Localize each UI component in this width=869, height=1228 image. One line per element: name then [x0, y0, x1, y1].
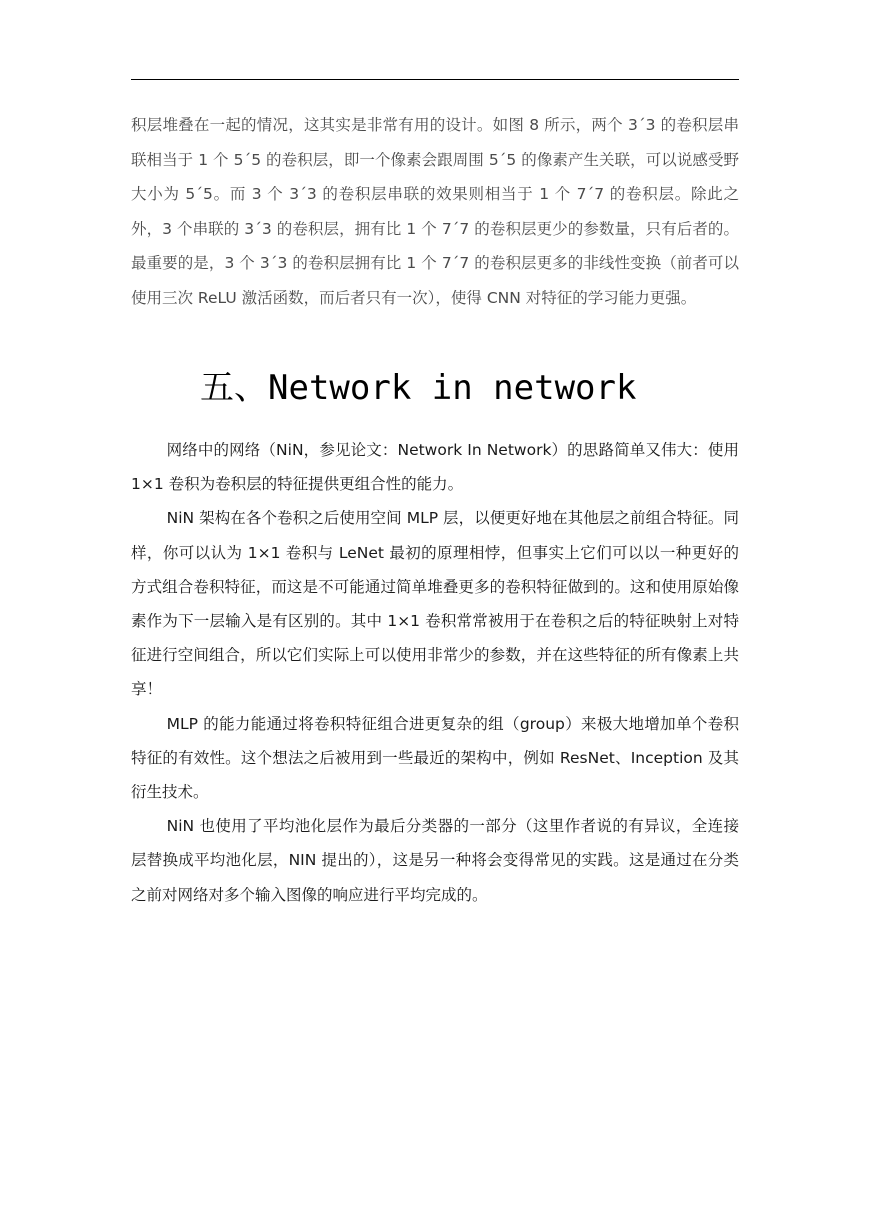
header-rule	[131, 79, 739, 80]
section-heading: 五、Network in network	[200, 368, 637, 408]
section-body	[131, 433, 739, 912]
paragraph-nin-intro: 网络中的网络（NiN，参见论文：Network In Network）的思路简单又伟大：使用 1×1 卷积为卷积层的特征提供更组合性的能力。	[131, 441, 739, 494]
paragraph-mlp: MLP 的能力能通过将卷积特征组合进更复杂的组（group）来极大地增加单个卷积特征的有效性。这个想法之后被用到一些最近的架构中，例如 ResNet、Inception 及其衍生技术。	[131, 714, 739, 802]
paragraph-nin-architecture: NiN 架构在各个卷积之后使用空间 MLP 层，以便更好地在其他层之前组合特征。同样，你可以认为 1×1 卷积与 LeNet 最初的原理相悖，但事实上它们可以以一种更好的方式组合卷积特征，而这是不可能通过简单堆叠更多的卷积特征做到的。这和使用原始像素作为下一层输入是有区别的。其中 1×1 卷积常常被用于在卷积之后的特征映射上对特征进行空间组合，所以它们实际上可以使用非常少的参数，并在这些特征的所有像素上共享！	[131, 509, 739, 699]
paragraph-average-pooling: NiN 也使用了平均池化层作为最后分类器的一部分（这里作者说的有异议，全连接层替换成平均池化层，NIN 提出的），这是另一种将会变得常见的实践。这是通过在分类之前对网络对多个输入图像的响应进行平均完成的。	[131, 817, 739, 904]
intro-paragraph: 积层堆叠在一起的情况，这其实是非常有用的设计。如图 8 所示，两个 3´3 的卷积层串联相当于 1 个 5´5 的卷积层，即一个像素会跟周围 5´5 的像素产生关联，可以说感受野大小为 5´5。而 3 个 3´3 的卷积层串联的效果则相当于 1 个 7´7 的卷积层。除此之外，3 个串联的 3´3 的卷积层，拥有比 1 个 7´7 的卷积层更少的参数量，只有后者的。最重要的是，3 个 3´3 的卷积层拥有比 1 个 7´7 的卷积层更多的非线性变换（前者可以使用三次 ReLU 激活函数，而后者只有一次），使得 CNN 对特征的学习能力更强。	[131, 116, 739, 307]
